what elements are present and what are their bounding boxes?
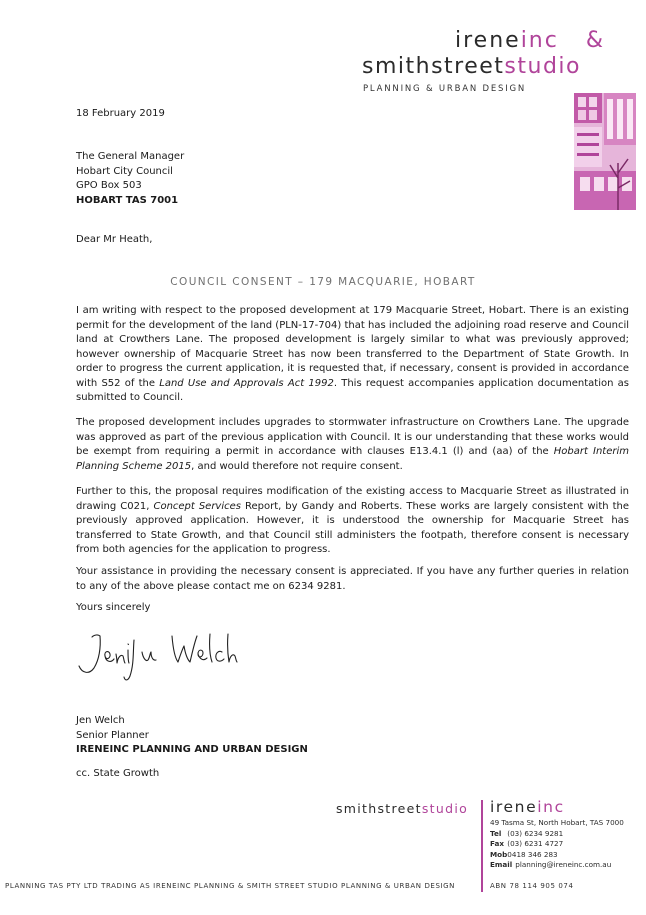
- paragraph-2-scheme-title: Hobart Interim Planning Scheme 2015: [76, 446, 629, 472]
- footer-address: 49 Tasma St, North Hobart, TAS 7000: [490, 818, 624, 827]
- closing: Yours sincerely: [76, 602, 151, 613]
- footer-trading-line: PLANNING TAS PTY LTD TRADING AS IRENEINC PLANNING & SMITH STREET STUDIO PLANNING & URBAN DESIGN: [5, 882, 456, 890]
- paragraph-1-text-b: . This request accompanies application documentation as submitted to Council.: [76, 377, 629, 403]
- recipient-line-3: GPO Box 503: [76, 180, 142, 191]
- footer-email-link[interactable]: planning@ireneinc.com.au: [515, 860, 612, 869]
- footer-tel-row: [490, 829, 624, 840]
- paragraph-2: [76, 416, 629, 474]
- footer-mob-row: [490, 850, 624, 861]
- letterhead-tagline: PLANNING & URBAN DESIGN: [363, 84, 527, 94]
- signature-image: [70, 626, 240, 686]
- footer-tel-label: Tel: [490, 828, 502, 838]
- paragraph-3-text-b: Report, by Gandy and Roberts. These works are largely consistent with the previously approved application. However, it is understood the ownership for Macquarie Street has transferred to State Growth, and that Council still administers the footpath, therefore consent is necessary from both agencies for the application to progress.: [76, 500, 629, 555]
- logo-smithstreet-text: smithstreet: [362, 54, 505, 79]
- signer-name: Jen Welch: [76, 715, 125, 726]
- signoff-block: [76, 714, 308, 758]
- footer-divider: [481, 800, 483, 892]
- paragraph-1: [76, 304, 629, 406]
- cc-line: cc. State Growth: [76, 768, 160, 779]
- signer-company: IRENEINC PLANNING AND URBAN DESIGN: [76, 744, 308, 755]
- letter-date: 18 February 2019: [76, 108, 165, 119]
- paragraph-2-text-b: , and would therefore not require consent.: [191, 460, 403, 472]
- footer-mob-label: Mob: [490, 849, 508, 859]
- footer-tel-value: (03) 6234 9281: [507, 828, 564, 838]
- logo-ampersand: &: [585, 28, 605, 53]
- paragraph-1-text-a: I am writing with respect to the proposed development at 179 Macquarie Street, Hobart. There is an existing permit for the development of the land (PLN-17-704) that has included the adjoining road reserve and Council land at Crowthers Lane. The proposed development is largely similar to what was previously approved; however ownership of Macquarie Street has now been transferred to the Department of State Growth. In order to progress the current application, it is requested that, if necessary, consent is provided in accordance with S52 of the: [76, 305, 629, 389]
- footer-irene-text: irene: [490, 798, 538, 816]
- recipient-address: [76, 150, 184, 208]
- paragraph-1-act-title: Land Use and Approvals Act 1992: [159, 377, 334, 389]
- logo-studio-text: studio: [504, 54, 581, 79]
- paragraph-2-text-a: The proposed development includes upgrades to stormwater infrastructure on Crowthers Lane. The upgrade was approved as part of the previous application with Council. It is our understanding that these works would be exempt from requiring a permit in accordance with clauses E13.4.1 (l) and (aa) of the: [76, 417, 629, 457]
- logo-inc-text: inc: [520, 28, 559, 53]
- salutation: Dear Mr Heath,: [76, 234, 153, 245]
- footer-abn: ABN 78 114 905 074: [490, 882, 574, 890]
- recipient-line-2: Hobart City Council: [76, 165, 173, 177]
- footer-smithstreet-text: smithstreet: [336, 801, 422, 816]
- footer-email-row: [490, 860, 624, 871]
- letter-subject: COUNCIL CONSENT – 179 MACQUARIE, HOBART: [170, 276, 476, 288]
- letterhead-photo-image: [574, 93, 636, 210]
- logo-irene-text: irene: [455, 28, 521, 53]
- footer-fax-value: (03) 6231 4727: [507, 839, 564, 848]
- paragraph-3: [76, 485, 629, 558]
- paragraph-3-text-a: Further to this, the proposal requires modification of the existing access to Macquarie Street as illustrated in drawing C021,: [76, 486, 629, 512]
- letterhead-logo-ireneinc: [455, 28, 605, 53]
- signer-title: Senior Planner: [76, 729, 149, 741]
- recipient-line-1: The General Manager: [76, 151, 185, 162]
- footer-inc-text: inc: [537, 798, 565, 816]
- footer-logo-smithstreetstudio: [336, 801, 468, 816]
- paragraph-3-report-title: Concept Services: [153, 500, 241, 512]
- footer-mob-value: 0418 346 283: [507, 849, 558, 859]
- footer-studio-text: studio: [421, 801, 469, 816]
- footer-bottom-bar: [0, 881, 646, 893]
- footer-logo-ireneinc: [490, 798, 565, 816]
- recipient-line-4: HOBART TAS 7001: [76, 194, 179, 206]
- footer-email-label: Email: [490, 860, 513, 869]
- footer-contact-block: [490, 818, 624, 871]
- paragraph-4: Your assistance in providing the necessary consent is appreciated. If you have any further queries in relation to any of the above please contact me on 6234 9281.: [76, 566, 629, 592]
- footer-fax-row: [490, 839, 624, 850]
- footer-fax-label: Fax: [490, 839, 504, 848]
- letterhead-logo-smithstreetstudio: [362, 54, 581, 79]
